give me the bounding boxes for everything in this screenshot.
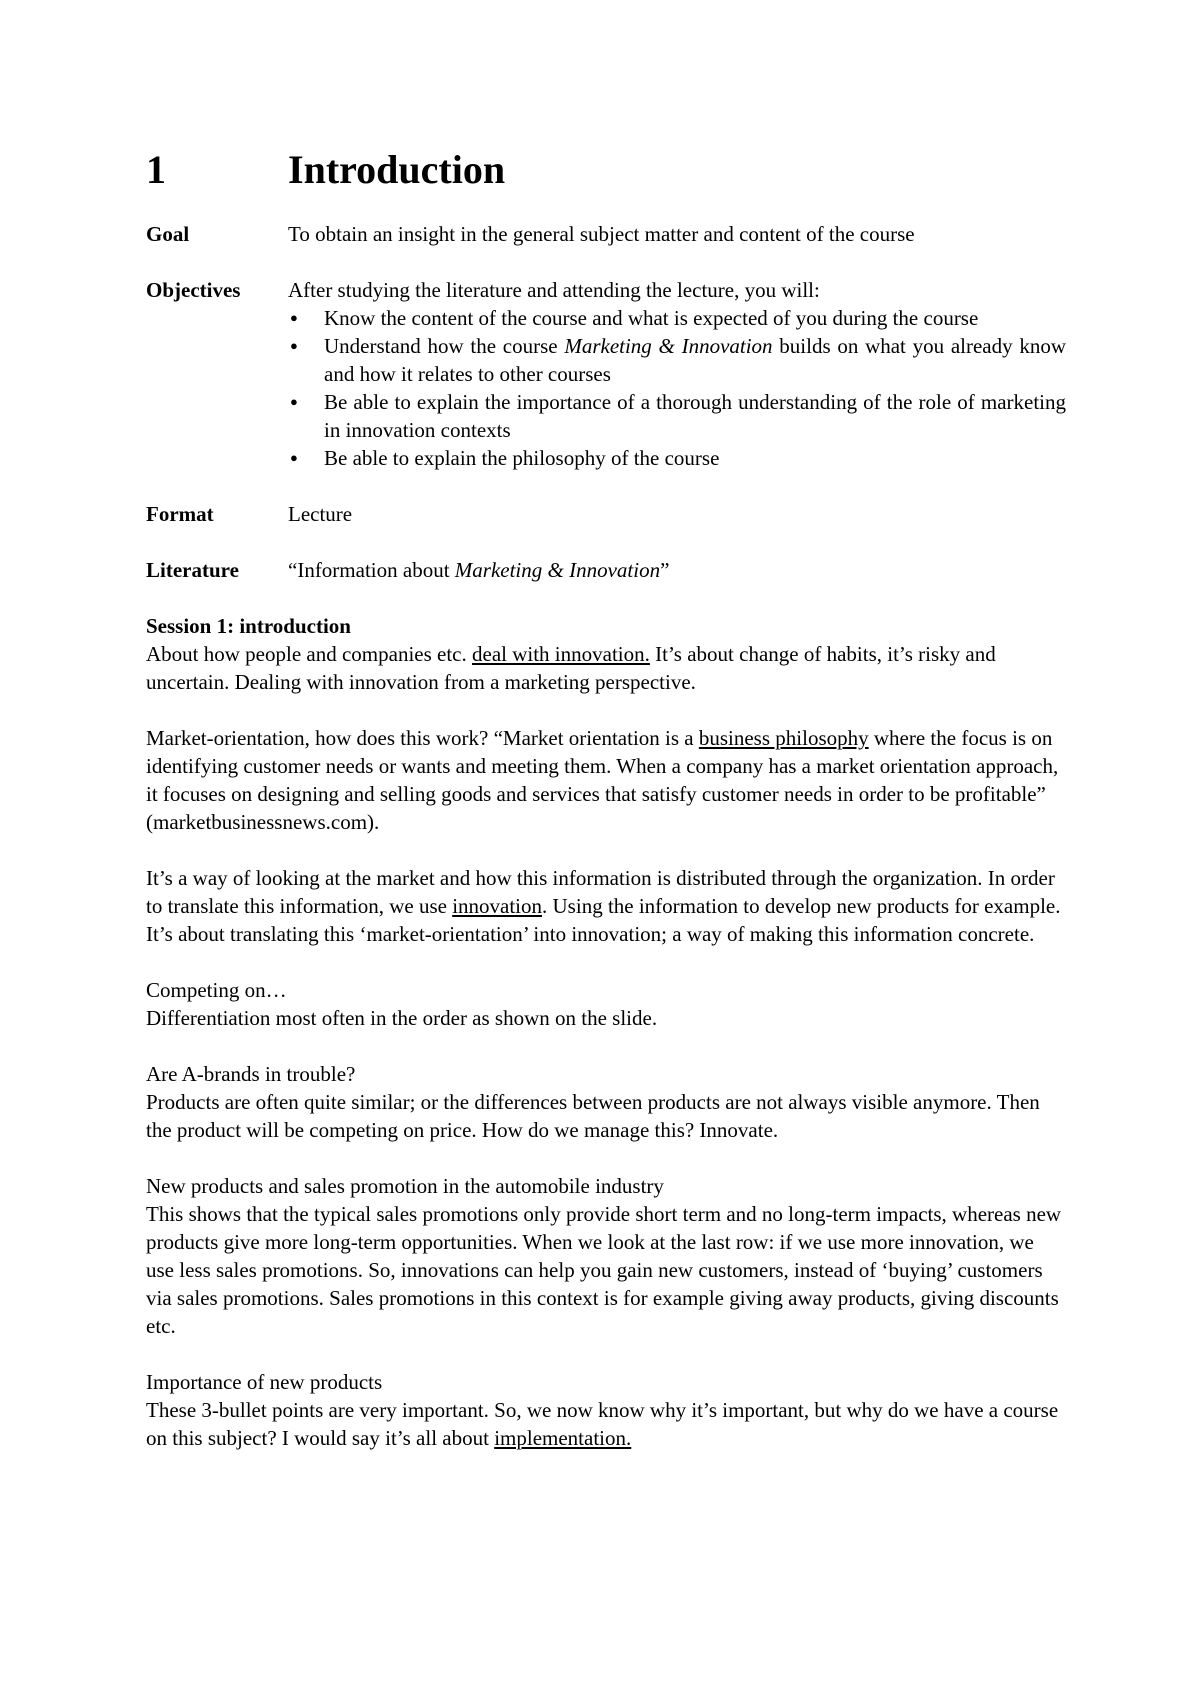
literature-title-italic: Marketing & Innovation: [454, 558, 661, 582]
page-content: [146, 142, 1066, 1480]
text-run: It’s about change of habits, it’s risky and uncertain. Dealing with innovation from a marketing perspective.: [146, 642, 996, 694]
text-run: This shows that the typical sales promotions only provide short term and no long-term impacts, whereas new products give more long-term opportunities. When we look at the last row: if we use more innovation, we use less sales promotions. So, innovations can help you gain new customers, instead of ‘buying’ customers via sales promotions. Sales promotions in this context is for example giving away products, giving discounts etc.: [146, 1202, 1062, 1338]
text-run: . Using the information to develop new products for example. It’s about translating this ‘market-orientation’ into innovation; a way of making this information concrete.: [146, 894, 1061, 946]
objectives-label: Objectives: [146, 278, 241, 302]
list-item-text: Understand how the course: [324, 334, 565, 358]
paragraph: [146, 864, 1066, 948]
paragraph-heading: Competing on…: [146, 978, 287, 1002]
literature-text-part: ”: [660, 558, 670, 582]
text-run: These 3-bullet points are very important. So, we now know why it’s important, but why do we have a course on this subject? I would say it’s all about: [146, 1398, 1059, 1450]
format-label: Format: [146, 502, 214, 526]
objectives-intro: After studying the literature and attending the lecture, you will:: [288, 278, 820, 302]
chapter-title: Introduction: [288, 147, 506, 192]
goal-text: To obtain an insight in the general subject matter and content of the course: [288, 222, 915, 246]
paragraph: [146, 1172, 1066, 1340]
literature-text-part: “Information about: [288, 558, 455, 582]
list-item: [288, 332, 1066, 388]
paragraph-heading: Importance of new products: [146, 1370, 383, 1394]
objectives-list: [288, 304, 1066, 472]
underlined-text: business philosophy: [698, 726, 869, 750]
session-title: Session 1: introduction: [146, 614, 351, 638]
paragraph: [146, 724, 1066, 836]
paragraph-heading: New products and sales promotion in the automobile industry: [146, 1174, 664, 1198]
format-row: [146, 500, 1066, 528]
list-item: ● Be able to explain the importance of a thorough understanding of the role of marketing in innovation contexts: [288, 388, 1066, 444]
chapter-heading: [146, 142, 1066, 198]
chapter-number: 1: [146, 147, 166, 192]
format-text: Lecture: [288, 502, 353, 526]
paragraph: [146, 640, 1066, 696]
paragraph: [146, 1368, 1066, 1452]
text-run: where the focus is on identifying customer needs or wants and meeting them. When a company has a market orientation approach, it focuses on designing and selling goods and services that satisfy customer needs in order to be profitable” (marketbusinessnews.com).: [146, 726, 1059, 834]
objectives-body: [288, 276, 1066, 472]
literature-text: [288, 556, 1066, 584]
list-item: ● Be able to explain the philosophy of the course: [288, 444, 1066, 472]
text-run: Market-orientation, how does this work? “Market orientation is a: [146, 726, 699, 750]
paragraph: [146, 1060, 1066, 1144]
underlined-text: innovation: [452, 894, 543, 918]
list-item-text: builds on what you already know and how it relates to other courses: [324, 334, 1067, 386]
underlined-text: deal with innovation.: [472, 642, 650, 666]
text-run: About how people and companies etc.: [146, 642, 472, 666]
text-run: It’s a way of looking at the market and how this information is distributed through the organization. In order to translate this information, we use: [146, 866, 1055, 918]
literature-row: [146, 556, 1066, 584]
list-item: ● Know the content of the course and what is expected of you during the course: [288, 304, 1066, 332]
objectives-row: [146, 276, 1066, 472]
goal-row: [146, 220, 1066, 248]
literature-label: Literature: [146, 558, 239, 582]
text-run: Products are often quite similar; or the differences between products are not always visible anymore. Then the product will be competing on price. How do we manage this? Innovate.: [146, 1090, 1040, 1142]
text-run: Differentiation most often in the order as shown on the slide.: [146, 1006, 658, 1030]
underlined-text: implementation.: [494, 1426, 632, 1450]
goal-label: Goal: [146, 222, 190, 246]
paragraph-heading: Are A-brands in trouble?: [146, 1062, 356, 1086]
course-name-italic: Marketing & Innovation: [564, 334, 773, 358]
paragraph: [146, 976, 1066, 1032]
